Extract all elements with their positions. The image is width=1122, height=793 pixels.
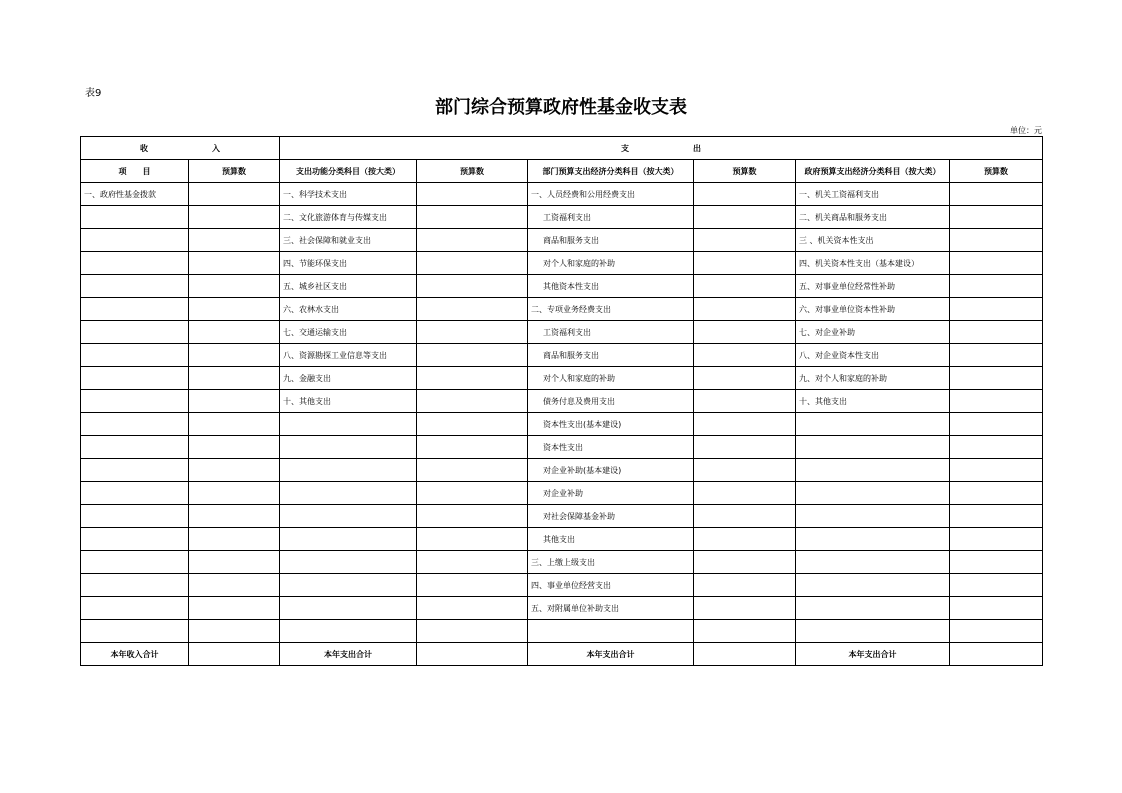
func-budget-cell	[417, 620, 528, 643]
col-header-budget-4: 预算数	[950, 160, 1043, 183]
col-header-budget-3: 预算数	[694, 160, 796, 183]
func-item-cell: 八、资源勘探工业信息等支出	[280, 344, 417, 367]
income-budget-cell	[189, 344, 280, 367]
table-row	[81, 321, 1043, 344]
col-header-dept-econ: 部门预算支出经济分类科目（按大类）	[528, 160, 694, 183]
gov-item-cell	[796, 551, 950, 574]
income-budget-cell	[189, 275, 280, 298]
income-item-cell	[81, 390, 189, 413]
gov-item-cell	[796, 505, 950, 528]
income-item-cell	[81, 413, 189, 436]
dept-budget-cell	[694, 390, 796, 413]
income-budget-cell	[189, 321, 280, 344]
column-header-row	[81, 160, 1043, 183]
income-item-cell	[81, 620, 189, 643]
func-item-cell	[280, 482, 417, 505]
expense-section-header: 支 出	[280, 137, 1043, 160]
dept-item-cell: 工资福利支出	[528, 206, 694, 229]
func-budget-cell	[417, 436, 528, 459]
income-budget-cell	[189, 620, 280, 643]
gov-total-label: 本年支出合计	[796, 643, 950, 666]
dept-item-cell	[528, 620, 694, 643]
func-item-cell	[280, 597, 417, 620]
func-item-cell: 一、科学技术支出	[280, 183, 417, 206]
dept-budget-cell	[694, 275, 796, 298]
gov-budget-cell	[950, 298, 1043, 321]
func-budget-cell	[417, 505, 528, 528]
income-budget-cell	[189, 436, 280, 459]
table-row	[81, 505, 1043, 528]
dept-budget-cell	[694, 206, 796, 229]
income-item-cell	[81, 574, 189, 597]
func-budget-cell	[417, 252, 528, 275]
income-item-cell	[81, 321, 189, 344]
dept-budget-cell	[694, 183, 796, 206]
income-budget-cell	[189, 482, 280, 505]
gov-item-cell	[796, 436, 950, 459]
dept-budget-cell	[694, 321, 796, 344]
income-section-header: 收 入	[81, 137, 280, 160]
table-row	[81, 390, 1043, 413]
gov-budget-cell	[950, 436, 1043, 459]
gov-item-cell	[796, 620, 950, 643]
income-budget-cell	[189, 229, 280, 252]
income-budget-cell	[189, 551, 280, 574]
dept-item-cell: 资本性支出	[528, 436, 694, 459]
func-budget-cell	[417, 367, 528, 390]
income-item-cell	[81, 206, 189, 229]
income-budget-cell	[189, 528, 280, 551]
gov-item-cell: 四、机关资本性支出（基本建设）	[796, 252, 950, 275]
income-item-cell	[81, 298, 189, 321]
table-row	[81, 344, 1043, 367]
income-budget-cell	[189, 574, 280, 597]
dept-budget-cell	[694, 252, 796, 275]
func-budget-cell	[417, 183, 528, 206]
func-item-cell	[280, 528, 417, 551]
gov-item-cell: 八、对企业资本性支出	[796, 344, 950, 367]
func-budget-cell	[417, 528, 528, 551]
func-item-cell	[280, 413, 417, 436]
func-budget-cell	[417, 597, 528, 620]
income-budget-cell	[189, 505, 280, 528]
table-row	[81, 183, 1043, 206]
func-item-cell: 六、农林水支出	[280, 298, 417, 321]
income-budget-cell	[189, 390, 280, 413]
income-item-cell	[81, 482, 189, 505]
dept-budget-cell	[694, 482, 796, 505]
dept-budget-cell	[694, 505, 796, 528]
func-total-value	[417, 643, 528, 666]
income-budget-cell	[189, 367, 280, 390]
col-header-gov-econ: 政府预算支出经济分类科目（按大类）	[796, 160, 950, 183]
income-item-cell	[81, 459, 189, 482]
income-item-cell	[81, 229, 189, 252]
dept-budget-cell	[694, 528, 796, 551]
income-item-cell	[81, 528, 189, 551]
dept-item-cell: 其他支出	[528, 528, 694, 551]
table-row	[81, 597, 1043, 620]
section-header-row	[81, 137, 1043, 160]
col-header-budget-2: 预算数	[417, 160, 528, 183]
table-row	[81, 206, 1043, 229]
table-row	[81, 551, 1043, 574]
income-budget-cell	[189, 206, 280, 229]
func-item-cell	[280, 551, 417, 574]
func-item-cell: 四、节能环保支出	[280, 252, 417, 275]
dept-item-cell: 对企业补助(基本建设)	[528, 459, 694, 482]
income-budget-cell	[189, 413, 280, 436]
func-item-cell	[280, 574, 417, 597]
gov-item-cell	[796, 574, 950, 597]
func-total-label: 本年支出合计	[280, 643, 417, 666]
dept-item-cell: 三、上缴上级支出	[528, 551, 694, 574]
dept-total-value	[694, 643, 796, 666]
table-number: 表9	[85, 88, 102, 99]
gov-item-cell: 七、对企业补助	[796, 321, 950, 344]
table-row	[81, 528, 1043, 551]
func-budget-cell	[417, 413, 528, 436]
dept-item-cell: 债务付息及费用支出	[528, 390, 694, 413]
func-item-cell	[280, 505, 417, 528]
gov-budget-cell	[950, 183, 1043, 206]
dept-budget-cell	[694, 459, 796, 482]
func-item-cell	[280, 620, 417, 643]
gov-item-cell	[796, 459, 950, 482]
dept-item-cell: 对个人和家庭的补助	[528, 252, 694, 275]
func-item-cell: 五、城乡社区支出	[280, 275, 417, 298]
func-budget-cell	[417, 390, 528, 413]
func-item-cell	[280, 459, 417, 482]
func-item-cell: 九、金融支出	[280, 367, 417, 390]
dept-item-cell: 商品和服务支出	[528, 344, 694, 367]
gov-item-cell: 九、对个人和家庭的补助	[796, 367, 950, 390]
func-budget-cell	[417, 551, 528, 574]
gov-item-cell	[796, 528, 950, 551]
func-budget-cell	[417, 229, 528, 252]
table-row	[81, 229, 1043, 252]
gov-budget-cell	[950, 390, 1043, 413]
dept-item-cell: 四、事业单位经营支出	[528, 574, 694, 597]
dept-budget-cell	[694, 367, 796, 390]
dept-budget-cell	[694, 597, 796, 620]
gov-item-cell: 三 、机关资本性支出	[796, 229, 950, 252]
income-item-cell	[81, 551, 189, 574]
dept-budget-cell	[694, 298, 796, 321]
func-item-cell: 三、社会保障和就业支出	[280, 229, 417, 252]
income-budget-cell	[189, 459, 280, 482]
func-budget-cell	[417, 298, 528, 321]
table-row	[81, 298, 1043, 321]
func-budget-cell	[417, 275, 528, 298]
dept-item-cell: 对社会保障基金补助	[528, 505, 694, 528]
func-budget-cell	[417, 206, 528, 229]
gov-budget-cell	[950, 206, 1043, 229]
page-title: 部门综合预算政府性基金收支表	[435, 97, 687, 118]
income-item-cell	[81, 597, 189, 620]
table-row	[81, 459, 1043, 482]
gov-item-cell: 一、机关工资福利支出	[796, 183, 950, 206]
gov-budget-cell	[950, 528, 1043, 551]
income-item-cell	[81, 436, 189, 459]
income-budget-cell	[189, 298, 280, 321]
dept-budget-cell	[694, 620, 796, 643]
gov-budget-cell	[950, 413, 1043, 436]
dept-item-cell: 五、对附属单位补助支出	[528, 597, 694, 620]
func-budget-cell	[417, 459, 528, 482]
gov-budget-cell	[950, 620, 1043, 643]
table-row	[81, 574, 1043, 597]
func-item-cell	[280, 436, 417, 459]
gov-total-value	[950, 643, 1043, 666]
table-row	[81, 413, 1043, 436]
income-item-cell	[81, 344, 189, 367]
gov-budget-cell	[950, 252, 1043, 275]
table-row	[81, 482, 1043, 505]
dept-total-label: 本年支出合计	[528, 643, 694, 666]
dept-budget-cell	[694, 574, 796, 597]
gov-budget-cell	[950, 482, 1043, 505]
gov-budget-cell	[950, 229, 1043, 252]
gov-budget-cell	[950, 505, 1043, 528]
budget-table	[80, 136, 1043, 666]
dept-item-cell: 商品和服务支出	[528, 229, 694, 252]
func-budget-cell	[417, 574, 528, 597]
gov-budget-cell	[950, 551, 1043, 574]
dept-budget-cell	[694, 344, 796, 367]
gov-budget-cell	[950, 321, 1043, 344]
income-total-value	[189, 643, 280, 666]
income-item-cell: 一、政府性基金拨款	[81, 183, 189, 206]
gov-item-cell: 六、对事业单位资本性补助	[796, 298, 950, 321]
dept-budget-cell	[694, 551, 796, 574]
table-row	[81, 367, 1043, 390]
income-item-cell	[81, 275, 189, 298]
dept-item-cell: 资本性支出(基本建设)	[528, 413, 694, 436]
income-item-cell	[81, 367, 189, 390]
col-header-item: 项 目	[81, 160, 189, 183]
func-item-cell: 二、文化旅游体育与传媒支出	[280, 206, 417, 229]
col-header-func-class: 支出功能分类科目（按大类）	[280, 160, 417, 183]
gov-item-cell: 十、其他支出	[796, 390, 950, 413]
dept-item-cell: 一、人员经费和公用经费支出	[528, 183, 694, 206]
func-item-cell: 七、交通运输支出	[280, 321, 417, 344]
dept-item-cell: 对企业补助	[528, 482, 694, 505]
table-row	[81, 620, 1043, 643]
totals-row	[81, 643, 1043, 666]
income-item-cell	[81, 252, 189, 275]
gov-item-cell	[796, 482, 950, 505]
gov-budget-cell	[950, 344, 1043, 367]
table-row	[81, 275, 1043, 298]
func-budget-cell	[417, 482, 528, 505]
gov-item-cell: 五、对事业单位经常性补助	[796, 275, 950, 298]
gov-budget-cell	[950, 597, 1043, 620]
dept-item-cell: 二、专项业务经费支出	[528, 298, 694, 321]
gov-budget-cell	[950, 367, 1043, 390]
income-budget-cell	[189, 183, 280, 206]
gov-item-cell	[796, 413, 950, 436]
func-item-cell: 十、其他支出	[280, 390, 417, 413]
dept-budget-cell	[694, 436, 796, 459]
income-total-label: 本年收入合计	[81, 643, 189, 666]
func-budget-cell	[417, 321, 528, 344]
col-header-budget-1: 预算数	[189, 160, 280, 183]
unit-label: 单位：元	[1010, 126, 1042, 135]
income-item-cell	[81, 505, 189, 528]
func-budget-cell	[417, 344, 528, 367]
table-row	[81, 252, 1043, 275]
gov-budget-cell	[950, 275, 1043, 298]
dept-item-cell: 工资福利支出	[528, 321, 694, 344]
income-budget-cell	[189, 597, 280, 620]
dept-budget-cell	[694, 229, 796, 252]
gov-budget-cell	[950, 459, 1043, 482]
gov-item-cell	[796, 597, 950, 620]
dept-item-cell: 对个人和家庭的补助	[528, 367, 694, 390]
income-budget-cell	[189, 252, 280, 275]
dept-budget-cell	[694, 413, 796, 436]
gov-item-cell: 二、机关商品和服务支出	[796, 206, 950, 229]
table-row	[81, 436, 1043, 459]
dept-item-cell: 其他资本性支出	[528, 275, 694, 298]
gov-budget-cell	[950, 574, 1043, 597]
